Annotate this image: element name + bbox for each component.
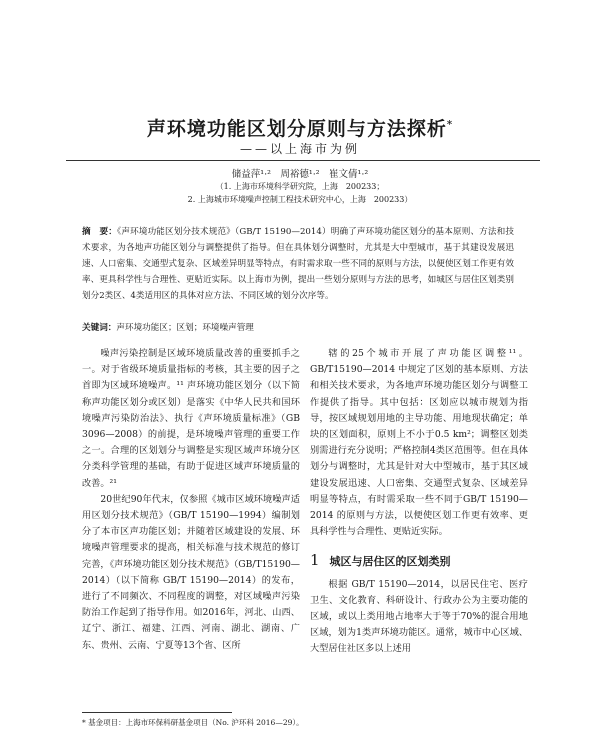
paper-title-text: 声环境功能区划分原则与方法探析 — [146, 118, 447, 140]
title-footnote-mark: * — [446, 119, 454, 131]
section-number: 1 — [310, 551, 320, 570]
abstract-label: 摘 要： — [82, 227, 117, 237]
body-paragraph: 20世纪90年代末，仅参照《城市区域环境噪声适用区划分技术规范》（GB/T 15190—1994）编制划分了本市区声功能区划；并随着区域建设的发展、环境噪声管理要求的提高，相关标准与技术规范的修订完善，《声环境功能区划分技术规范》（GB/T15190—2014）（以下简称 GB/T 15190—2014）的发布，进行了不同频次、不同程度的调整，对区域噪声污染防治工作起到了指导作用。如2016年，河北、山西、辽宁、浙江、福建、江西、河南、湖北、湖南、广东、贵州、云南、宁夏等13个省、区所 — [82, 493, 300, 651]
footnote: * 基金项目：上海市环保科研基金项目（No. 沪环科 2016—29）。 — [82, 718, 304, 727]
affiliation-2: 2. 上海城市环境噪声控制工程技术研究中心，上海 200233） — [187, 195, 413, 204]
footnote-rule — [82, 712, 232, 713]
section-title: 城区与居住区的区划类别 — [329, 555, 451, 569]
section-heading — [310, 552, 528, 570]
authors: 储益萍¹·² 周裕德¹·² 崔文倩¹·² — [231, 169, 369, 180]
abstract-text: 《声环境功能区划分技术规范》（GB/T 15190—2014）明确了声环境功能区划分的基本原则、方法和技术要求，为各地声功能区划分与调整提供了指导。但在具体划分调整时，尤其是大中型城市，基于其建设发展迅速、人口密集、交通型式复杂、区域差异明显等特点，有时需求取一些不同的原则与方法，以便使区划工作更有效率、更具科学性与合理性、更贴近实际。以上海市为例，提出一些划分原则与方法的思考，如城区与居住区划类别划分2类区、4类适用区的具体对应方法、不同区域的划分次序等。 — [82, 227, 514, 301]
keywords-label: 关键词： — [82, 323, 117, 333]
body-column-left — [82, 346, 300, 654]
paper-subtitle: ——以上海市为例 — [239, 142, 360, 156]
body-paragraph: 噪声污染控制是区域环境质量改善的重要抓手之一。对于省级环境质量指标的考核，其主要的因子之首即为区域环境噪声。¹¹ 声环境功能区划分（以下简称声功能区划分或区划）是落实《中华人民共和国环境噪声污染防治法》、执行《声环境质量标准》（GB 3096—2008）的前提，是环境噪声管理的重要工作之一。合理的区划划分与调整是实现区域声环境分区分类科学管理的基础，有助于促进区域声环境质量的改善。²¹ — [82, 348, 300, 489]
title-rule — [66, 160, 540, 161]
keywords-text: 声环境功能区；区划；环境噪声管理 — [116, 323, 254, 333]
body-paragraph: 辖的25个城市开展了声功能区调整¹¹。GB/T15190—2014 中规定了区划的基本原则、方法和相关技术要求，为各地声环境功能区划分与调整工作提供了指导。其中包括：区划应以城市规划为指导，按区域规划用地的主导功能、用地现状确定；单块的区划面积，原则上不小于0.5 km²；调整区划类别需进行充分说明；严格控制4类区范围等。但在具体划分与调整时，尤其是针对大中型城市，基于其区域建设发展迅速、人口密集、交通型式复杂、区域差异明显等特点，有时需采取一些不同于GB/T 15190—2014 的原则与方法，以便使区划工作更有效率、更具科学性与合理性、更贴近实际。 — [310, 348, 528, 538]
abstract — [82, 224, 514, 304]
paper-title — [0, 114, 600, 141]
body-column-right — [310, 346, 528, 658]
section-paragraph: 根据 GB/T 15190—2014，以居民住宅、医疗卫生、文化教育、科研设计、行政办公为主要功能的区域，或以上类用地占地率大于等于70%的混合用地区域，划为1类声环境功能区。通常，城市中心区域、大型居住社区多以上述用 — [310, 578, 528, 655]
affiliation-1: （1. 上海市环境科学研究院，上海 200233； — [215, 182, 385, 191]
keywords — [82, 321, 514, 333]
